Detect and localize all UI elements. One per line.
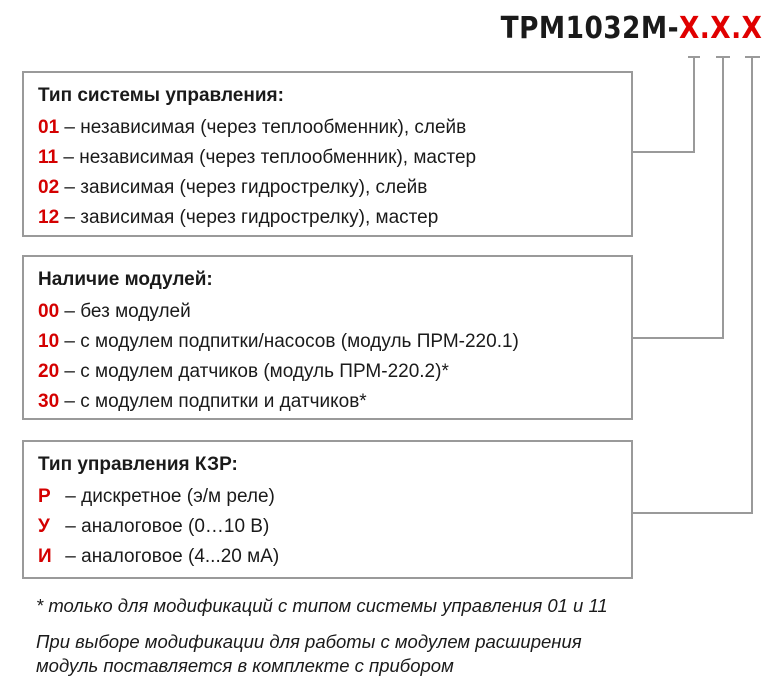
model-base: ТРМ1032М- — [500, 11, 679, 46]
option-description: – с модулем датчиков (модуль ПРМ-220.2)* — [59, 361, 449, 382]
valve-control-panel — [22, 440, 633, 579]
option-description: – независимая (через теплообменник), мастер — [58, 147, 477, 168]
system-type-title: Тип системы управления: — [38, 85, 284, 106]
list-item — [38, 327, 617, 357]
option-description: – зависимая (через гидрострелку), слейв — [59, 177, 428, 198]
connector-line-3 — [633, 57, 760, 513]
option-code: 02 — [38, 177, 60, 198]
remark-line-1: При выборе модификации для работы с модулем расширения — [36, 631, 582, 652]
footnote: * только для модификаций с типом системы управления 01 и 11 — [36, 595, 608, 616]
option-code: 00 — [38, 301, 60, 322]
option-code: Р — [38, 486, 51, 507]
option-code: 12 — [38, 207, 60, 228]
option-code: 30 — [38, 391, 60, 412]
list-item — [38, 512, 617, 542]
model-separator-1: . — [699, 11, 710, 46]
list-item — [38, 297, 617, 327]
option-code: У — [38, 516, 50, 537]
list-item — [38, 113, 617, 143]
option-description: – зависимая (через гидрострелку), мастер — [59, 207, 439, 228]
list-item — [38, 173, 617, 203]
option-description: – без модулей — [59, 301, 191, 322]
option-description: – аналоговое (0…10 В) — [60, 516, 270, 537]
model-position-3: Х — [741, 11, 762, 46]
option-code: 20 — [38, 361, 60, 382]
option-code: И — [38, 546, 52, 567]
model-separator-2: . — [730, 11, 742, 46]
model-position-2: Х — [709, 11, 731, 46]
option-code: 10 — [38, 331, 60, 352]
option-description: – дискретное (э/м реле) — [60, 486, 275, 507]
model-position-1: Х — [678, 11, 700, 46]
list-item — [38, 357, 617, 387]
remark-line-2: модуль поставляется в комплекте с прибором — [36, 655, 454, 676]
option-description: – аналоговое (4...20 мА) — [60, 546, 280, 567]
option-code: 11 — [38, 147, 59, 168]
option-code: 01 — [38, 117, 60, 138]
list-item — [38, 143, 617, 173]
connector-line-2 — [633, 57, 730, 338]
modules-title: Наличие модулей: — [38, 269, 213, 290]
option-description: – независимая (через теплообменник), слейв — [59, 117, 467, 138]
list-item — [38, 387, 617, 417]
list-item — [38, 482, 617, 512]
list-item — [38, 203, 617, 233]
option-description: – с модулем подпитки и датчиков* — [59, 391, 367, 412]
option-description: – с модулем подпитки/насосов (модуль ПРМ-220.1) — [59, 331, 519, 352]
valve-control-title: Тип управления КЗР: — [38, 454, 238, 475]
system-type-panel — [22, 71, 633, 237]
list-item — [38, 542, 617, 572]
modules-panel — [22, 255, 633, 420]
remark — [36, 630, 582, 678]
connector-line-1 — [633, 57, 700, 152]
